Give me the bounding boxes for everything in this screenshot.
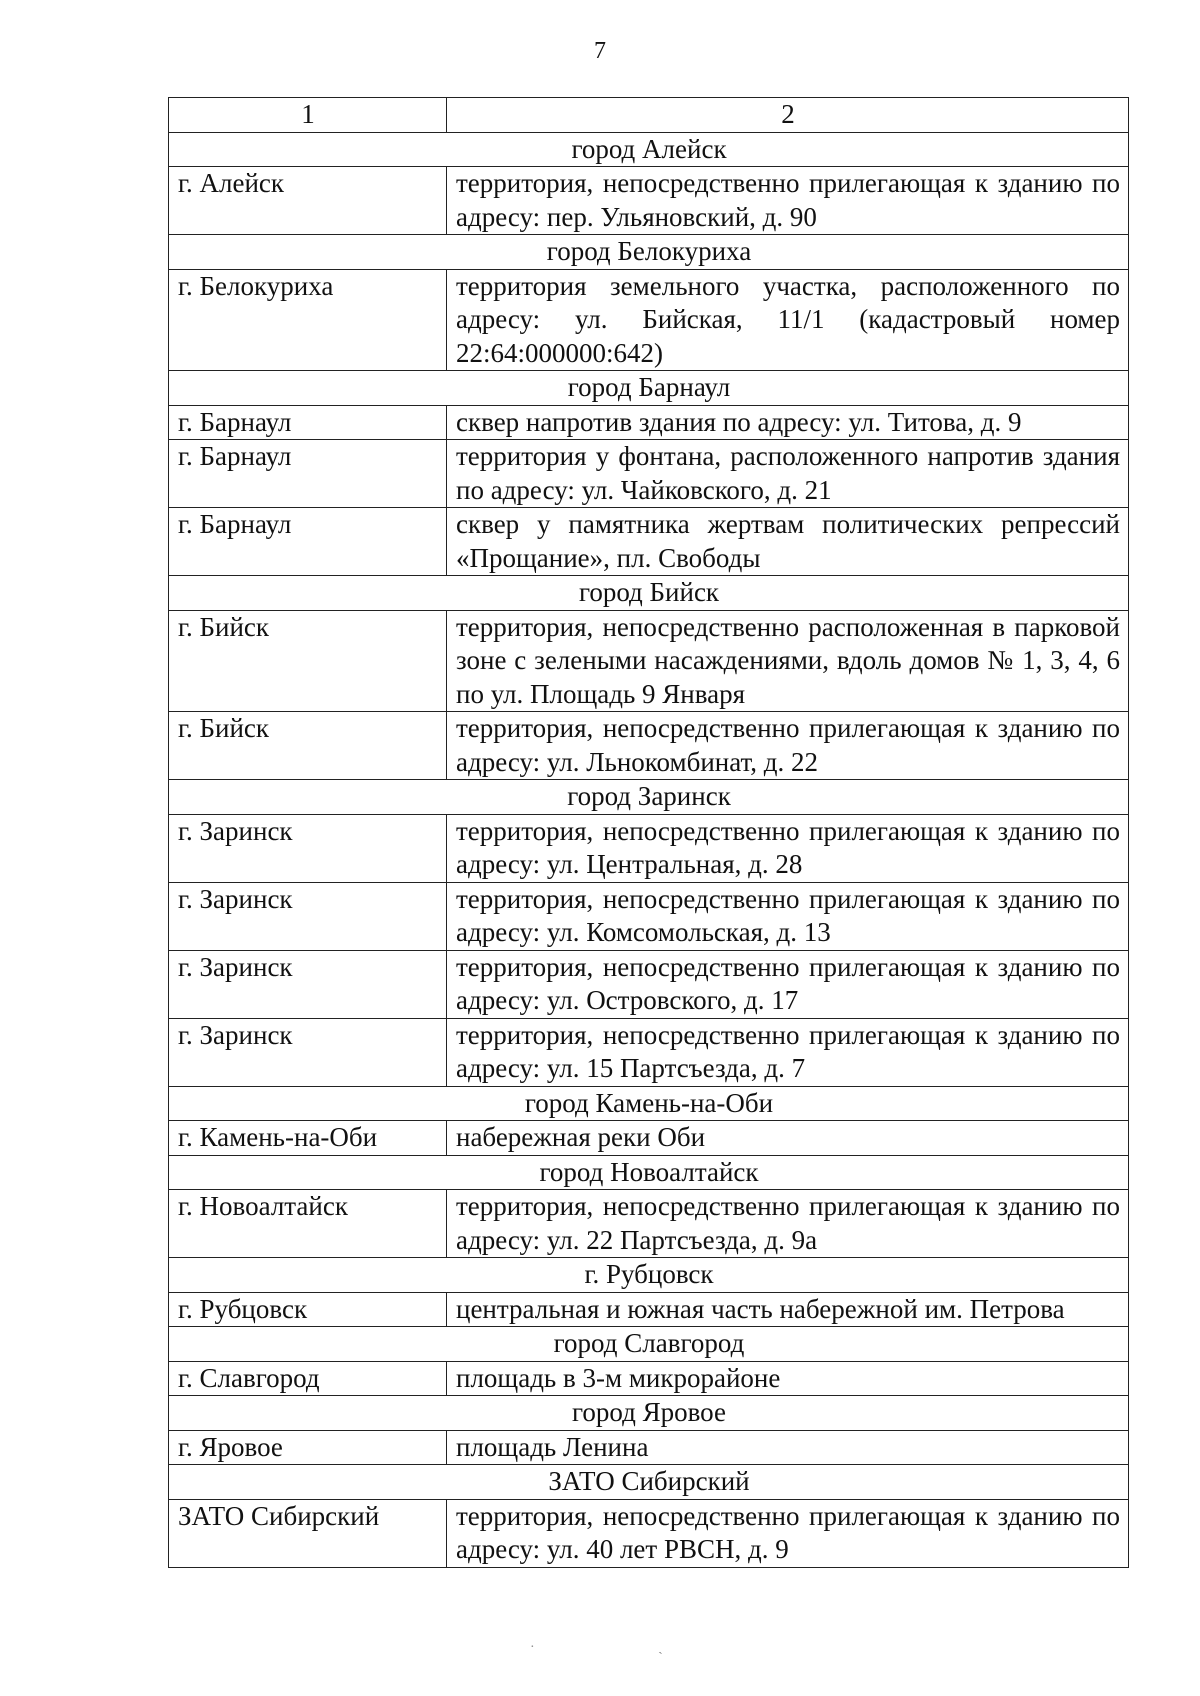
description-cell: площадь Ленина [447, 1430, 1129, 1465]
locations-table [168, 97, 1129, 1568]
group-header-row [169, 1327, 1129, 1362]
place-cell: г. Рубцовск [169, 1292, 447, 1327]
group-header-row [169, 1086, 1129, 1121]
place-cell: г. Новоалтайск [169, 1190, 447, 1258]
header-row [169, 98, 1129, 133]
description-cell: территория, непосредственно прилегающая к зданию по адресу: ул. Комсомольская, д. 13 [447, 882, 1129, 950]
description-cell: территория, непосредственно прилегающая к зданию по адресу: ул. Центральная, д. 28 [447, 814, 1129, 882]
group-header-row [169, 576, 1129, 611]
description-cell: территория у фонтана, расположенного напротив здания по адресу: ул. Чайковского, д. 21 [447, 440, 1129, 508]
table-row [169, 882, 1129, 950]
table-row [169, 1121, 1129, 1156]
place-cell: г. Барнаул [169, 508, 447, 576]
page-number: 7 [594, 38, 606, 64]
description-cell: набережная реки Оби [447, 1121, 1129, 1156]
table-row [169, 1018, 1129, 1086]
table-row [169, 814, 1129, 882]
group-title: ЗАТО Сибирский [169, 1465, 1129, 1500]
place-cell: ЗАТО Сибирский [169, 1499, 447, 1567]
table-row [169, 1499, 1129, 1567]
table-row [169, 610, 1129, 712]
table-row [169, 440, 1129, 508]
group-title: город Белокуриха [169, 235, 1129, 270]
group-header-row [169, 235, 1129, 270]
group-header-row [169, 1465, 1129, 1500]
group-title: город Алейск [169, 132, 1129, 167]
description-cell: сквер напротив здания по адресу: ул. Титова, д. 9 [447, 405, 1129, 440]
column-header-2: 2 [447, 98, 1129, 133]
group-title: город Заринск [169, 780, 1129, 815]
place-cell: г. Яровое [169, 1430, 447, 1465]
table-row [169, 1292, 1129, 1327]
description-cell: сквер у памятника жертвам политических репрессий «Прощание», пл. Свободы [447, 508, 1129, 576]
description-cell: территория, непосредственно прилегающая к зданию по адресу: ул. 40 лет РВСН, д. 9 [447, 1499, 1129, 1567]
group-title: город Камень-на-Оби [169, 1086, 1129, 1121]
place-cell: г. Белокуриха [169, 269, 447, 371]
table-row [169, 405, 1129, 440]
description-cell: территория, непосредственно прилегающая к зданию по адресу: пер. Ульяновский, д. 90 [447, 167, 1129, 235]
description-cell: территория, непосредственно расположенная в парковой зоне с зелеными насаждениями, вдоль домов № 1, 3, 4, 6 по ул. Площадь 9 Января [447, 610, 1129, 712]
description-cell: территория земельного участка, расположенного по адресу: ул. Бийская, 11/1 (кадастровый номер 22:64:000000:642) [447, 269, 1129, 371]
table-row [169, 1430, 1129, 1465]
scan-specks: · ˎ [530, 1640, 723, 1655]
group-title: г. Рубцовск [169, 1258, 1129, 1293]
group-title: город Новоалтайск [169, 1155, 1129, 1190]
description-cell: центральная и южная часть набережной им. Петрова [447, 1292, 1129, 1327]
table-row [169, 712, 1129, 780]
description-cell: площадь в 3-м микрорайоне [447, 1361, 1129, 1396]
place-cell: г. Заринск [169, 882, 447, 950]
description-cell: территория, непосредственно прилегающая к зданию по адресу: ул. Льнокомбинат, д. 22 [447, 712, 1129, 780]
place-cell: г. Заринск [169, 950, 447, 1018]
table-row [169, 950, 1129, 1018]
group-header-row [169, 1258, 1129, 1293]
place-cell: г. Заринск [169, 1018, 447, 1086]
group-title: город Барнаул [169, 371, 1129, 406]
table-body [169, 132, 1129, 1567]
group-header-row [169, 132, 1129, 167]
place-cell: г. Бийск [169, 610, 447, 712]
place-cell: г. Барнаул [169, 440, 447, 508]
group-header-row [169, 780, 1129, 815]
table-row [169, 508, 1129, 576]
group-title: город Яровое [169, 1396, 1129, 1431]
description-cell: территория, непосредственно прилегающая к зданию по адресу: ул. 22 Партсъезда, д. 9а [447, 1190, 1129, 1258]
description-cell: территория, непосредственно прилегающая к зданию по адресу: ул. 15 Партсъезда, д. 7 [447, 1018, 1129, 1086]
table-row [169, 1190, 1129, 1258]
description-cell: территория, непосредственно прилегающая к зданию по адресу: ул. Островского, д. 17 [447, 950, 1129, 1018]
place-cell: г. Бийск [169, 712, 447, 780]
place-cell: г. Заринск [169, 814, 447, 882]
table-row [169, 167, 1129, 235]
table-row [169, 269, 1129, 371]
place-cell: г. Славгород [169, 1361, 447, 1396]
group-title: город Бийск [169, 576, 1129, 611]
group-header-row [169, 1396, 1129, 1431]
place-cell: г. Камень-на-Оби [169, 1121, 447, 1156]
table-row [169, 1361, 1129, 1396]
group-header-row [169, 1155, 1129, 1190]
group-title: город Славгород [169, 1327, 1129, 1362]
column-header-1: 1 [169, 98, 447, 133]
place-cell: г. Барнаул [169, 405, 447, 440]
place-cell: г. Алейск [169, 167, 447, 235]
group-header-row [169, 371, 1129, 406]
